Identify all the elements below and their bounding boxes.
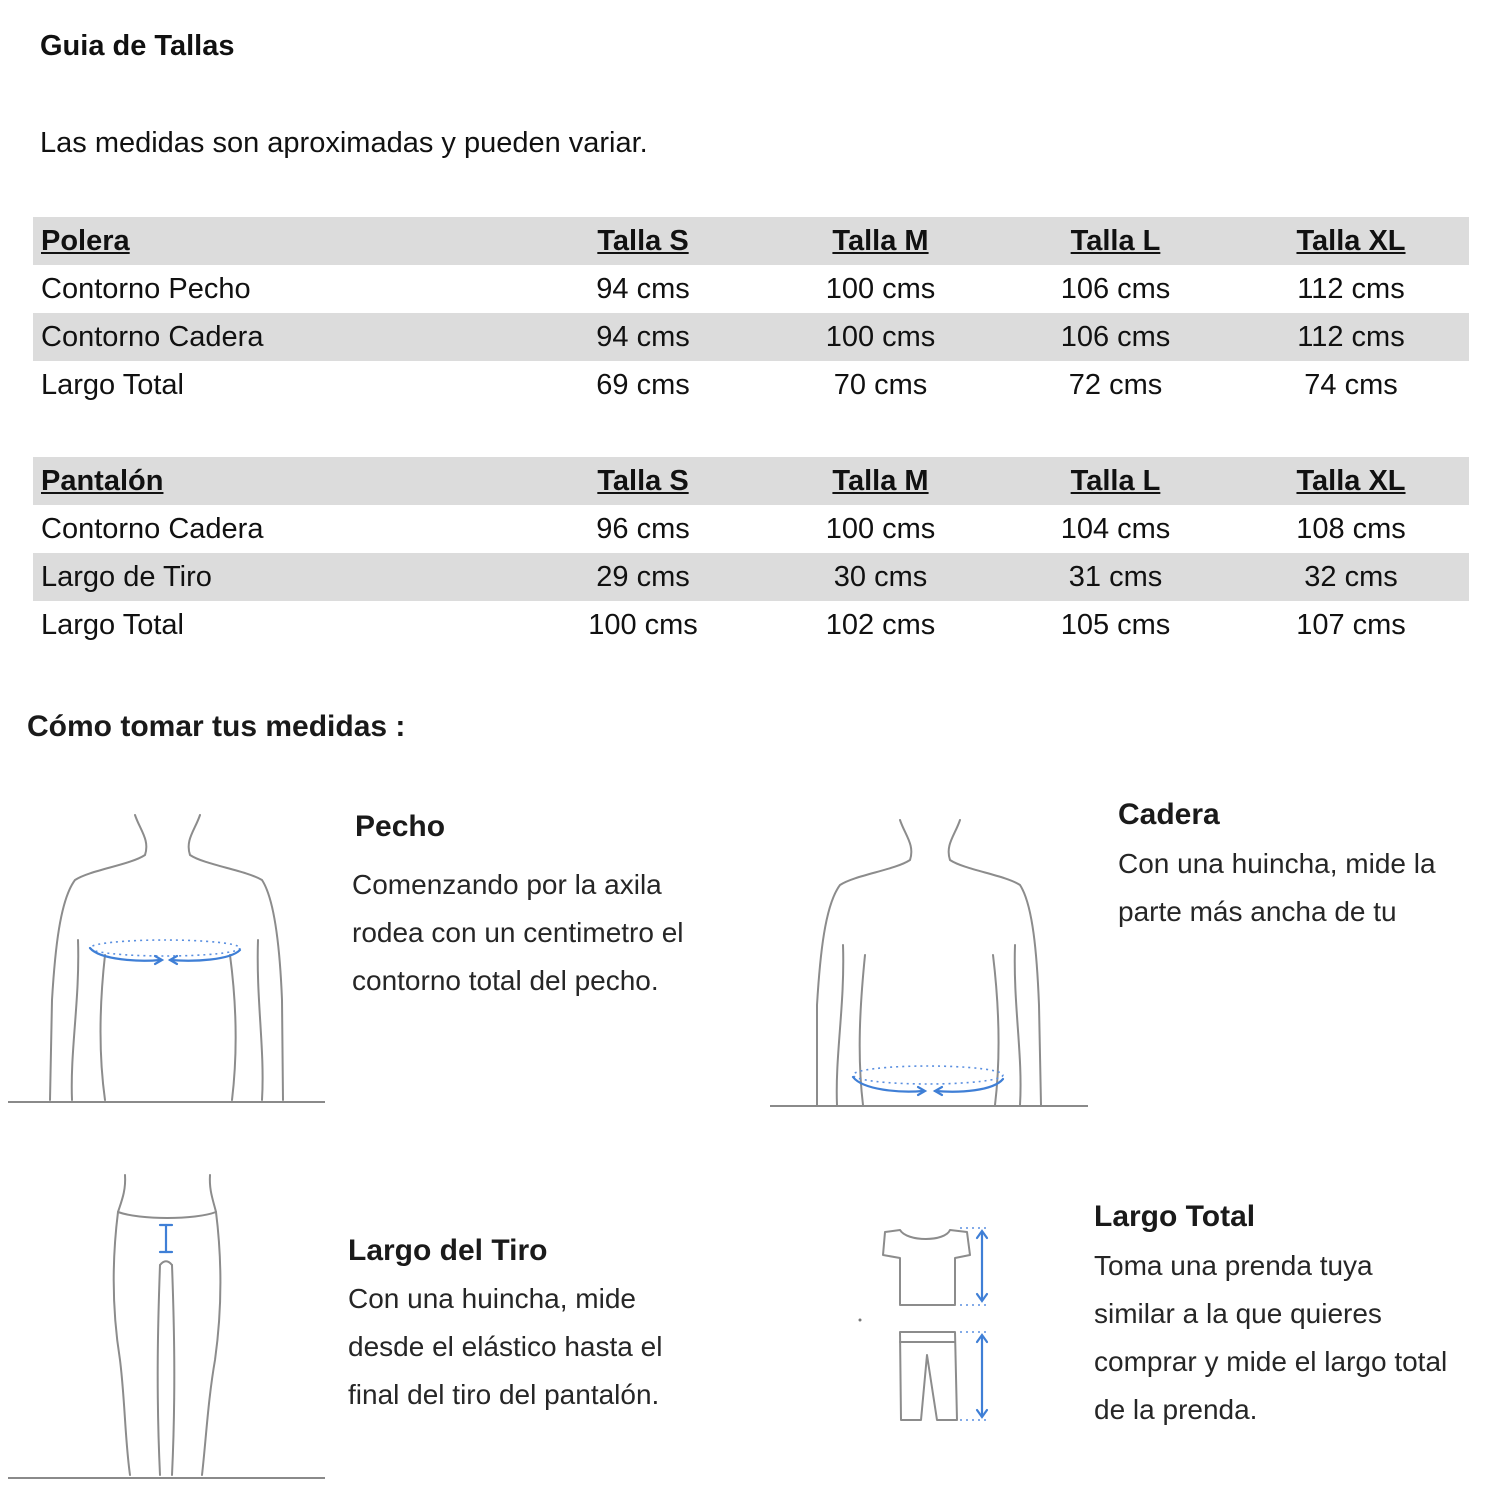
text-line: de la prenda. [1094, 1394, 1258, 1425]
table-row [33, 313, 1469, 361]
table-header: Talla L [998, 217, 1233, 265]
table-cell: 94 cms [596, 272, 690, 305]
table-row [33, 601, 1469, 649]
table-cell: 104 cms [1060, 512, 1171, 545]
text-line: rodea con un centimetro el [352, 917, 684, 948]
text-line: contorno total del pecho. [352, 965, 659, 996]
text-line: desde el elástico hasta el [348, 1331, 663, 1362]
row-label: Contorno Cadera [41, 512, 264, 545]
how-to-heading: Cómo tomar tus medidas : [27, 710, 406, 743]
table-cell: 100 cms [763, 313, 998, 361]
section-title-pecho: Pecho [355, 810, 446, 843]
table-header: Talla L [998, 457, 1233, 505]
row-label: Contorno Cadera [33, 313, 523, 361]
section-text-pecho [352, 861, 684, 1005]
section-title-cadera: Cadera [1118, 798, 1220, 831]
table-cell: 94 cms [523, 313, 763, 361]
table-cell: 102 cms [825, 608, 936, 641]
table-header-row [33, 457, 1469, 505]
table-cell: 31 cms [998, 553, 1233, 601]
upper-body-figure-chest-icon [0, 800, 340, 1110]
text-line: final del tiro del pantalón. [348, 1379, 660, 1410]
row-label: Largo Total [41, 608, 184, 641]
text-line: Toma una prenda tuya [1094, 1250, 1373, 1281]
table-cell: 100 cms [825, 272, 936, 305]
table-header: Pantalón [33, 457, 523, 505]
table-cell: 100 cms [588, 608, 698, 641]
table-cell: 72 cms [1068, 368, 1163, 401]
table-row [33, 505, 1469, 553]
text-line: Con una huincha, mide [348, 1283, 636, 1314]
table-cell: 105 cms [1060, 608, 1171, 641]
table-header: Talla M [763, 457, 998, 505]
table-cell: 96 cms [596, 512, 690, 545]
row-label: Contorno Pecho [41, 272, 251, 305]
table-row [33, 265, 1469, 313]
table-cell: 74 cms [1304, 368, 1398, 401]
table-cell: 100 cms [825, 512, 936, 545]
section-title-largo-del-tiro: Largo del Tiro [348, 1234, 548, 1267]
table-cell: 69 cms [596, 368, 690, 401]
section-text-largo-total [1094, 1242, 1447, 1434]
section-title-largo-total: Largo Total [1094, 1200, 1256, 1233]
upper-body-figure-hip-icon [765, 805, 1095, 1115]
table-cell: 106 cms [998, 313, 1233, 361]
table-cell: 112 cms [1233, 313, 1469, 361]
table-cell: 106 cms [1060, 272, 1171, 305]
table-cell: 108 cms [1296, 512, 1406, 545]
table-cell: 107 cms [1296, 608, 1406, 641]
tshirt-icon [855, 1220, 995, 1430]
table-header: Talla S [523, 217, 763, 265]
row-label: Largo Total [41, 368, 184, 401]
text-line: Con una huincha, mide la [1118, 848, 1436, 879]
table-cell: 32 cms [1233, 553, 1469, 601]
table-header: Talla XL [1233, 457, 1469, 505]
legs-figure-icon [0, 1170, 340, 1490]
table-row [33, 553, 1469, 601]
text-line: Comenzando por la axila [352, 869, 662, 900]
section-text-cadera [1118, 840, 1436, 936]
table-cell: 29 cms [523, 553, 763, 601]
table-header: Polera [33, 217, 523, 265]
page-title: Guia de Tallas [40, 30, 235, 62]
pants-icon [900, 1332, 990, 1420]
pantalon-size-table [33, 457, 1469, 649]
table-header: Talla M [763, 217, 998, 265]
section-text-largo-del-tiro [348, 1275, 662, 1419]
text-line: parte más ancha de tu [1118, 896, 1397, 927]
row-label: Largo de Tiro [33, 553, 523, 601]
table-cell: 112 cms [1297, 272, 1405, 305]
table-header: Talla S [523, 457, 763, 505]
table-header: Talla XL [1233, 217, 1469, 265]
table-cell: 70 cms [833, 368, 928, 401]
page-subtitle: Las medidas son aproximadas y pueden variar. [40, 127, 648, 159]
table-cell: 30 cms [763, 553, 998, 601]
table-header-row [33, 217, 1469, 265]
polera-size-table [33, 217, 1469, 409]
text-line: comprar y mide el largo total [1094, 1346, 1448, 1377]
text-line: similar a la que quieres [1094, 1298, 1382, 1329]
table-row [33, 361, 1469, 409]
